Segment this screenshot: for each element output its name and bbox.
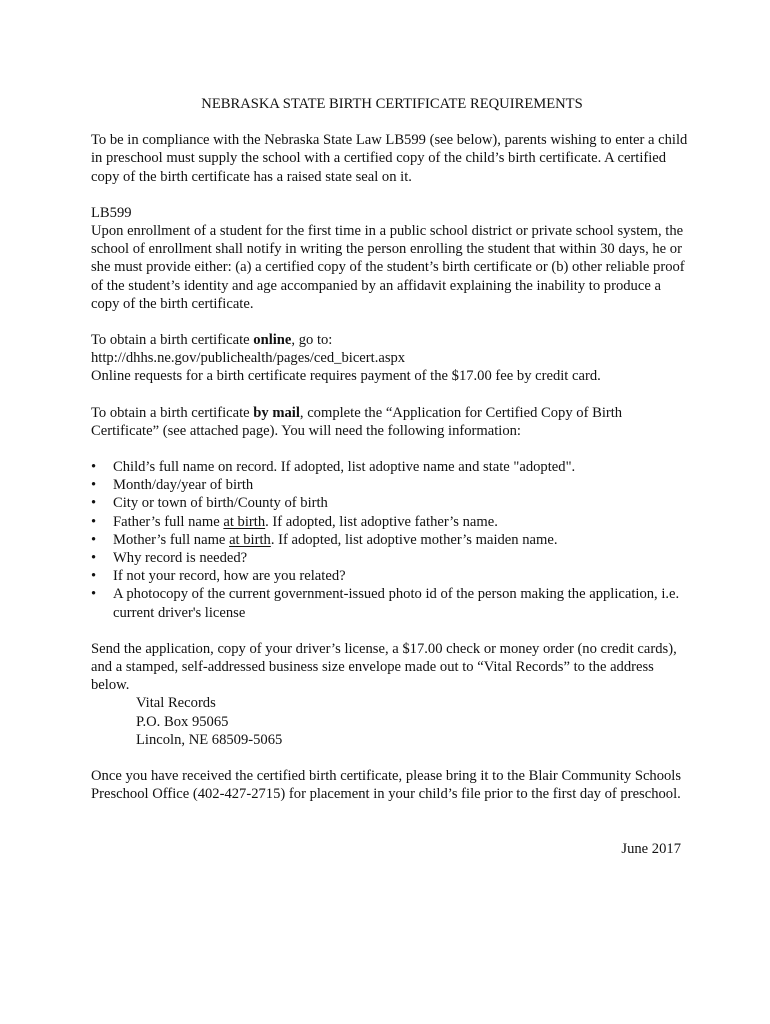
send-paragraph: Send the application, copy of your driver’s license, a $17.00 check or money order (no credit cards), and a stamped, self-addressed business size envelope made out to “Vital Records” to the address below. — [91, 640, 677, 694]
list-item: • City or town of birth/County of birth — [91, 495, 328, 512]
required-info-list — [91, 458, 691, 622]
underlined-text: at birth — [229, 531, 271, 548]
document-page — [91, 95, 691, 858]
list-item: • Mother’s full name at birth. If adopted, list adoptive mother’s maiden name. — [91, 531, 558, 548]
mail-suffix: , complete the “Application for Certified Copy of Birth Certificate” (see attached page). You will need the following information: — [91, 404, 623, 439]
mail-bold: by mail — [253, 404, 300, 421]
law-paragraph: Upon enrollment of a student for the first time in a public school district or private school system, the school of enrollment shall notify in writing the person enrolling the student that within 30 days, he or she must provide either: (a) a certified copy of the student’s birth certificate or (b) other reliable proof of the student’s identity and age accompanied by an affidavit explaining the inability to produce a copy of the birth certificate. — [91, 223, 685, 312]
list-item: • If not your record, how are you related? — [91, 568, 346, 585]
document-date: June 2017 — [621, 840, 681, 857]
online-url: http://dhhs.ne.gov/publichealth/pages/ced_bicert.aspx — [91, 350, 406, 367]
online-fee-note: Online requests for a birth certificate requires payment of the $17.00 fee by credit card. — [91, 368, 601, 385]
online-bold: online — [253, 332, 292, 349]
mail-prefix: To obtain a birth certificate — [91, 404, 254, 421]
online-instructions — [91, 331, 691, 349]
intro-paragraph: To be in compliance with the Nebraska State Law LB599 (see below), parents wishing to enter a child in preschool must supply the school with a certified copy of the child’s birth certificate. A certified copy of the birth certificate has a raised state seal on it. — [91, 132, 688, 185]
law-heading: LB599 — [91, 204, 132, 221]
list-item: • Father’s full name at birth. If adopted, list adoptive father’s name. — [91, 513, 498, 530]
bullet-icon: • — [91, 513, 97, 530]
bullet-icon: • — [91, 477, 97, 494]
address-line: Vital Records — [136, 695, 216, 712]
mailing-address — [91, 694, 691, 749]
mail-instructions — [91, 404, 691, 440]
bullet-icon: • — [91, 531, 97, 548]
list-item: • Child’s full name on record. If adopted, list adoptive name and state "adopted". — [91, 459, 576, 476]
bullet-icon: • — [91, 459, 97, 476]
closing-paragraph: Once you have received the certified birth certificate, please bring it to the Blair Community Schools Preschool Office (402-427-2715) for placement in your child’s file prior to the first day of preschool. — [91, 768, 682, 803]
online-prefix: To obtain a birth certificate — [91, 332, 254, 349]
document-title: NEBRASKA STATE BIRTH CERTIFICATE REQUIREMENTS — [201, 96, 583, 112]
bullet-icon: • — [91, 568, 97, 585]
address-line: P.O. Box 95065 — [136, 713, 229, 730]
bullet-icon: • — [91, 495, 97, 512]
list-item: • Month/day/year of birth — [91, 477, 254, 494]
address-line: Lincoln, NE 68509-5065 — [136, 731, 283, 748]
list-item: • Why record is needed? — [91, 550, 248, 567]
online-suffix: , go to: — [291, 332, 333, 349]
bullet-icon: • — [91, 586, 97, 603]
bullet-icon: • — [91, 550, 97, 567]
underlined-text: at birth — [223, 513, 266, 530]
list-item: • A photocopy of the current government-issued photo id of the person making the application, i.e. current driver's license — [91, 586, 680, 621]
